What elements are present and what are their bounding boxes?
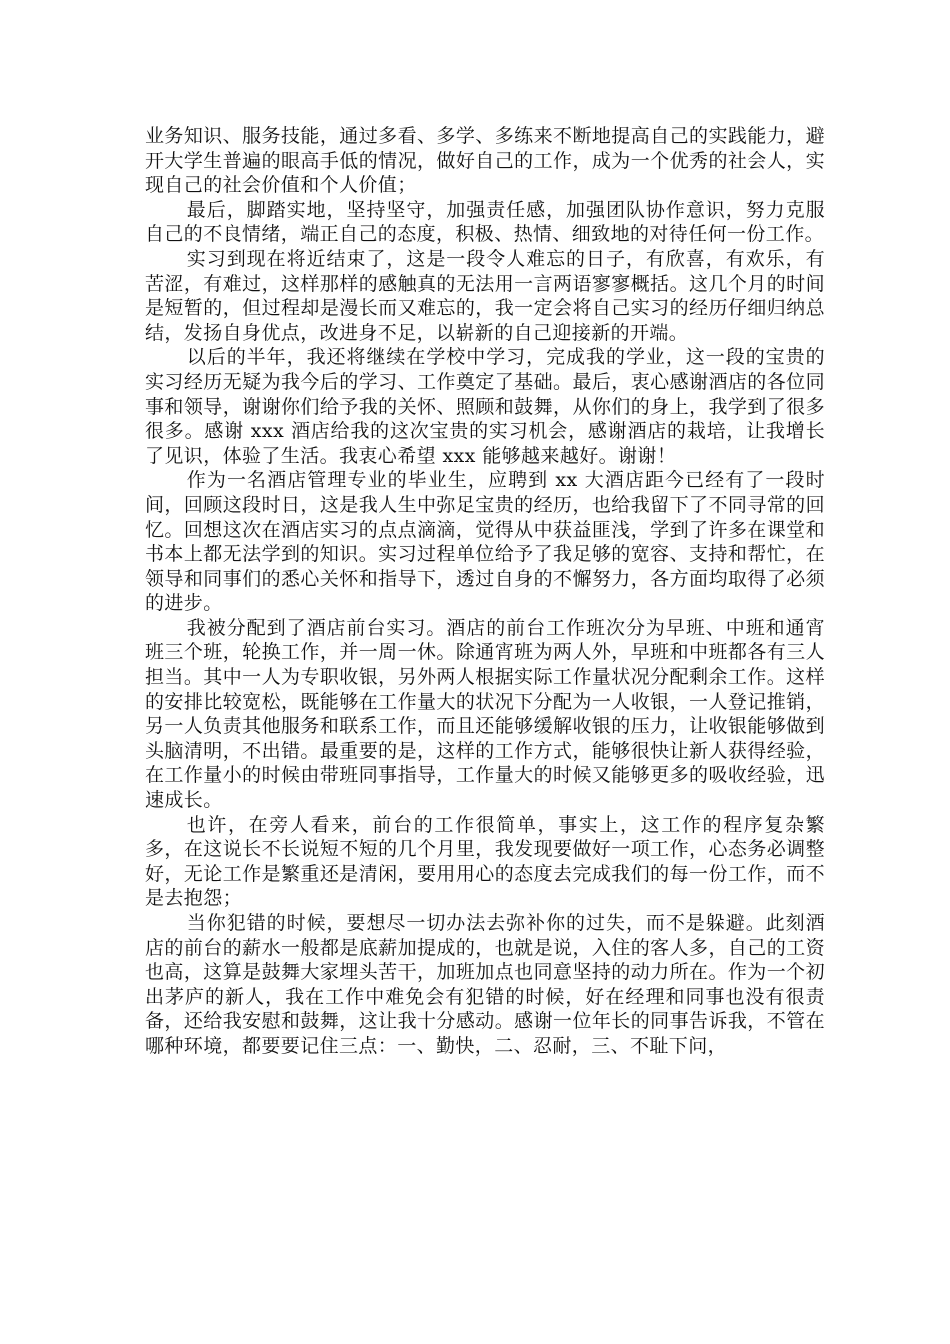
paragraph-next-half-year: 以后的半年，我还将继续在学校中学习，完成我的学业，这一段的宝贵的实习经历无疑为我今后的学习、工作奠定了基础。最后，衷心感谢酒店的各位同事和领导，谢谢你们给予我的关怀、照顾和鼓舞，从你们的身上，我学到了很多很多。感谢 xxx 酒店给我的这次宝贵的实习机会，感谢酒店的栽培，让我增长了见识，体验了生活。我衷心希望 xxx 能够越来越好。谢谢！ [145, 346, 825, 467]
paragraph-finally: 最后，脚踏实地，坚持坚守，加强责任感，加强团队协作意识，努力克服自己的不良情绪，端正自己的态度，积极、热情、细致地的对待任何一份工作。 [145, 198, 825, 246]
paragraph-mistakes: 当你犯错的时候，要想尽一切办法去弥补你的过失，而不是躲避。此刻酒店的前台的薪水一般都是底薪加提成的，也就是说，入住的客人多，自己的工资也高，这算是鼓舞大家埋头苦干，加班加点也同意坚持的动力所在。作为一个初出茅庐的新人，我在工作中难免会有犯错的时候，好在经理和同事也没有很责备，还给我安慰和鼓舞，这让我十分感动。感谢一位年长的同事告诉我，不管在哪种环境，都要要记住三点：一、勤快，二、忍耐，三、不耻下问， [145, 912, 825, 1057]
paragraph-hotel-graduate: 作为一名酒店管理专业的毕业生，应聘到 xx 大酒店距今已经有了一段时间，回顾这段时日，这是我人生中弥足宝贵的经历，也给我留下了不同寻常的回忆。回想这次在酒店实习的点点滴滴，觉得从中获益匪浅，学到了许多在课堂和书本上都无法学到的知识。实习过程单位给予了我足够的宽容、支持和帮忙，在领导和同事们的悉心关怀和指导下，透过自身的不懈努力，各方面均取得了必须的进步。 [145, 469, 825, 615]
document-body [145, 124, 825, 1059]
paragraph-continuation: 业务知识、服务技能，通过多看、多学、多练来不断地提高自己的实践能力，避开大学生普遍的眼高手低的情况，做好自己的工作，成为一个优秀的社会人，实现自己的社会价值和个人价值； [145, 125, 825, 197]
paragraph-internship-ending: 实习到现在将近结束了，这是一段令人难忘的日子，有欣喜，有欢乐，有苦涩，有难过，这样那样的感触真的无法用一言两语寥寥概括。这几个月的时间是短暂的，但过程却是漫长而又难忘的，我一定会将自己实习的经历仔细归纳总结，发扬自身优点，改进身不足，以崭新的自己迎接新的开端。 [145, 247, 825, 344]
paragraph-perhaps: 也许，在旁人看来，前台的工作很简单，事实上，这工作的程序复杂繁多，在这说长不长说短不短的几个月里，我发现要做好一项工作，心态务必调整好，无论工作是繁重还是清闲，要用用心的态度去完成我们的每一份工作，而不是去抱怨； [145, 813, 825, 910]
paragraph-front-desk: 我被分配到了酒店前台实习。酒店的前台工作班次分为早班、中班和通宵班三个班，轮换工作，并一周一休。除通宵班为两人外，早班和中班都各有三人担当。其中一人为专职收银，另外两人根据实际工作量状况分配剩余工作。这样的安排比较宽松，既能够在工作量大的状况下分配为一人收银，一人登记推销，另一人负责其他服务和联系工作，而且还能够缓解收银的压力，让收银能够做到头脑清明，不出错。最重要的是，这样的工作方式，能够很快让新人获得经验，在工作量小的时候由带班同事指导，工作量大的时候又能够更多的吸收经验，迅速成长。 [145, 616, 825, 812]
